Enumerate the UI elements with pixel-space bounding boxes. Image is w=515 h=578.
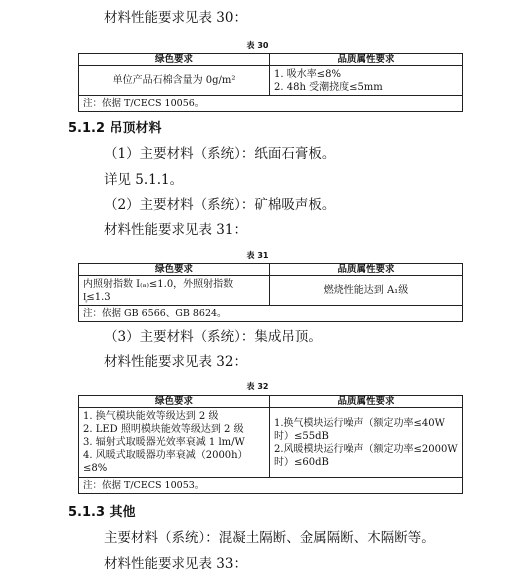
table31-caption: 表 31 [246, 251, 269, 260]
paragraph-see-5-1-1: 详见 5.1.1。 [104, 172, 184, 188]
table30-quality-cell [270, 66, 463, 96]
section-heading-5-1-3: 5.1.3 其他 [68, 505, 136, 520]
table32-quality-line: 2.风暖模块运行噪声（额定功率≤2000W [274, 443, 458, 455]
table30-header-quality: 品质属性要求 [270, 54, 463, 66]
table31-green-line: I᷊≤1.3 [83, 291, 111, 303]
table32-green-line: ≤8% [83, 463, 108, 474]
table-32 [78, 395, 463, 494]
table32-green-line: 3. 辐射式取暖器光效率衰减 1 lm/W [83, 437, 245, 448]
paragraph-material-2: （2）主要材料（系统）：矿棉吸声板。 [104, 197, 336, 213]
table30-note: 注：依据 T/CECS 10056。 [79, 96, 463, 112]
table30-quality-line: 2. 48h 受潮挠度≤5mm [274, 81, 383, 93]
table32-green-line: 2. LED 照明模块能效等级达到 2 级 [83, 424, 244, 435]
table32-green-cell [79, 408, 270, 478]
table32-caption: 表 32 [246, 382, 269, 391]
table31-green-line: 内照射指数 I₍ₐ₎≤1.0，外照射指数 [83, 278, 234, 290]
table32-quality-line: 1.换气模块运行噪声（额定功率≤40W [274, 417, 445, 429]
table30-green-cell: 单位产品石棉含量为 0g/m² [79, 66, 270, 96]
table32-quality-line: 时）≤60dB [274, 456, 329, 468]
paragraph-table32-intro: 材料性能要求见表 32： [104, 354, 247, 370]
paragraph-table31-intro: 材料性能要求见表 31： [104, 222, 247, 238]
paragraph-material-3: （3）主要材料（系统）：集成吊顶。 [104, 329, 322, 345]
table32-quality-line: 时）≤55dB [274, 430, 329, 442]
paragraph-table33-intro: 材料性能要求见表 33： [104, 556, 247, 572]
paragraph-material-other: 主要材料（系统）：混凝土隔断、金属隔断、木隔断等。 [104, 530, 435, 546]
table31-green-cell [79, 276, 270, 306]
table30-quality-line: 1. 吸水率≤8% [274, 68, 341, 80]
table32-green-line: 4. 风暖式取暖器功率衰减（2000h） [83, 450, 248, 461]
paragraph-material-1: （1）主要材料（系统）：纸面石膏板。 [104, 146, 336, 162]
table32-note: 注：依据 T/CECS 10053。 [79, 478, 463, 494]
table32-header-quality: 品质属性要求 [270, 396, 463, 408]
section-heading-5-1-2: 5.1.2 吊顶材料 [68, 121, 162, 136]
table-31 [78, 263, 463, 322]
table31-note: 注：依据 GB 6566、GB 8624。 [79, 306, 463, 322]
paragraph-table30-intro: 材料性能要求见表 30： [104, 10, 247, 26]
table32-quality-cell [270, 408, 463, 478]
table32-header-green: 绿色要求 [79, 396, 270, 408]
table30-header-green: 绿色要求 [79, 54, 270, 66]
table-30 [78, 53, 463, 112]
table32-green-line: 1. 换气模块能效等级达到 2 级 [83, 411, 219, 422]
table31-header-quality: 品质属性要求 [270, 264, 463, 276]
table30-caption: 表 30 [246, 41, 269, 50]
table31-quality-cell: 燃烧性能达到 A₁级 [270, 276, 463, 306]
table31-header-green: 绿色要求 [79, 264, 270, 276]
